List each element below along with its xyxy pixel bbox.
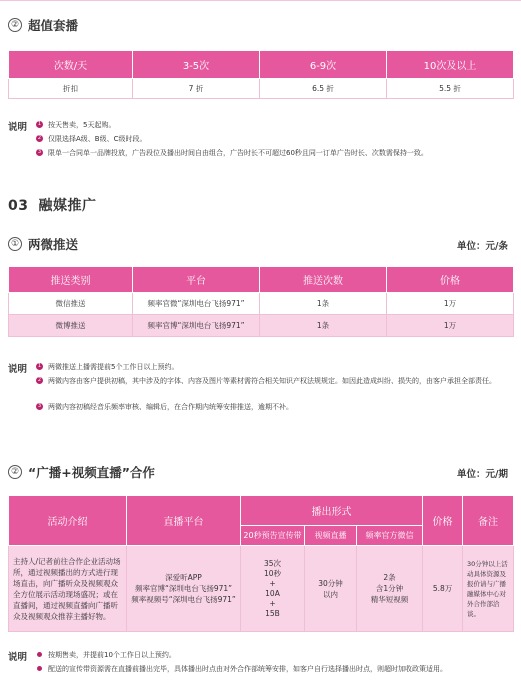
table-cell: 7 折 bbox=[133, 79, 260, 99]
bullet-icon bbox=[37, 652, 42, 657]
note-item: 按期售卖，并提前10个工作日以上预约。 bbox=[36, 650, 176, 660]
table-cell: 1条 bbox=[260, 315, 387, 337]
table-row bbox=[9, 79, 514, 99]
unit-label: 单位：元/条 bbox=[457, 241, 508, 252]
notes-label: 说明 bbox=[8, 652, 28, 663]
table-header: 次数/天 bbox=[9, 51, 133, 79]
note-item: 配送的宣传带资源需在直播前播出完毕，具体播出时点由对外合作部统筹安排，如客户自行选择播出时点，则超时加收政策适用。 bbox=[36, 664, 447, 674]
note-item: 1 两微推送上播需提前5个工作日以上预约。 bbox=[37, 363, 179, 371]
unit-label: 单位：元/期 bbox=[457, 469, 508, 480]
note-item: 1 按天售卖，5天起购。 bbox=[37, 121, 116, 129]
section-number-badge: ② bbox=[8, 18, 22, 32]
table-header: 平台 bbox=[133, 267, 260, 293]
table-cell: 1万 bbox=[387, 293, 514, 315]
table-header: 3-5次 bbox=[133, 51, 260, 79]
platform-cell: 深爱听APP 频率官博“深圳电台飞扬971” 频率视频号“深圳电台飞扬971” bbox=[127, 546, 241, 632]
note-item: 2 两微内容由客户提供初稿，其中涉及的字体、内容及图片等素材需符合相关知识产权法规规定。如因此造成纠纷、损失的，由客户承担全部责任。 bbox=[37, 377, 496, 385]
weixin-notes bbox=[8, 362, 513, 414]
section-package-heading bbox=[8, 16, 78, 34]
notes-label: 说明 bbox=[8, 122, 28, 133]
note-item: 3 限单一合同单一品牌投放，广告段位及播出时间自由组合，广告时长不可超过60秒且同一订单广告时长、次数需保持一致。 bbox=[37, 149, 428, 157]
table-header: 价格 bbox=[423, 496, 463, 546]
table-cell: 频率官博“深圳电台飞扬971” bbox=[133, 315, 260, 337]
table-cell: 微信推送 bbox=[9, 293, 133, 315]
table-header: 活动介绍 bbox=[9, 496, 127, 546]
table-subheader: 频率官方微信 bbox=[357, 526, 423, 546]
table-cell: 频率官微“深圳电台飞扬971” bbox=[133, 293, 260, 315]
activity-intro-cell: 主持人/记者前往合作企业活动场所，通过视频播出的方式进行现场直击，向广播听众及视频观众全方位展示活动现场盛况；或在直播间，通过视频直播向广播听众及视频观众推荐主播好物。 bbox=[9, 546, 127, 632]
note-number-badge: 1 bbox=[37, 121, 42, 127]
note-number-badge: 1 bbox=[37, 363, 42, 369]
package-discount-table bbox=[8, 50, 513, 99]
table-cell: 折扣 bbox=[9, 79, 133, 99]
table-cell: 1万 bbox=[387, 315, 514, 337]
table-header: 10次及以上 bbox=[387, 51, 514, 79]
section-weixin-heading bbox=[8, 235, 78, 253]
live-cooperation-table bbox=[8, 495, 513, 632]
live-notes bbox=[8, 650, 513, 680]
section-title: 超值套播 bbox=[28, 18, 79, 33]
video-live-cell: 30分钟 以内 bbox=[305, 546, 357, 632]
section-title: 两微推送 bbox=[28, 237, 79, 252]
table-cell: 1条 bbox=[260, 293, 387, 315]
table-header: 播出形式 bbox=[241, 496, 423, 526]
package-notes bbox=[8, 120, 513, 164]
note-item: 3 两微内容初稿经音乐频率审核、编辑后，在合作期内统筹安排推送，逾期不补。 bbox=[37, 403, 293, 411]
table-row bbox=[9, 315, 514, 337]
table-cell: 微博推送 bbox=[9, 315, 133, 337]
table-subheader: 视频直播 bbox=[305, 526, 357, 546]
table-cell: 5.5 折 bbox=[387, 79, 514, 99]
note-number-badge: 3 bbox=[37, 403, 42, 409]
note-number-badge: 2 bbox=[37, 135, 42, 141]
notes-label: 说明 bbox=[8, 364, 28, 375]
table-header: 6-9次 bbox=[260, 51, 387, 79]
note-item: 2 仅限选择A级、B级、C级时段。 bbox=[37, 135, 147, 143]
section-number-badge: ① bbox=[8, 237, 22, 251]
note-number-badge: 3 bbox=[37, 149, 42, 155]
top-divider bbox=[0, 0, 521, 1]
table-header: 推送类别 bbox=[9, 267, 133, 293]
chapter-title: 03 融媒推广 bbox=[8, 198, 97, 214]
table-header: 推送次数 bbox=[260, 267, 387, 293]
table-header: 备注 bbox=[463, 496, 514, 546]
table-row bbox=[9, 293, 514, 315]
remark-cell: 30分钟以上活动具体资源及报价请与广播融媒体中心对外合作部洽谈。 bbox=[463, 546, 514, 632]
table-row bbox=[9, 546, 514, 632]
table-cell: 6.5 折 bbox=[260, 79, 387, 99]
table-subheader: 20秒预告宣传带 bbox=[241, 526, 305, 546]
section-number-badge: ② bbox=[8, 465, 22, 479]
note-number-badge: 2 bbox=[37, 377, 42, 383]
table-header: 直播平台 bbox=[127, 496, 241, 546]
weixin-push-table bbox=[8, 266, 513, 337]
section-live-heading bbox=[8, 463, 155, 481]
wechat-cell: 2条 含1分钟 精华短视频 bbox=[357, 546, 423, 632]
section-title: “广播+视频直播”合作 bbox=[28, 465, 155, 480]
bullet-icon bbox=[37, 666, 42, 671]
price-cell: 5.8万 bbox=[423, 546, 463, 632]
promo-cell: 35次 10秒 + 10A + 15B bbox=[241, 546, 305, 632]
table-header: 价格 bbox=[387, 267, 514, 293]
